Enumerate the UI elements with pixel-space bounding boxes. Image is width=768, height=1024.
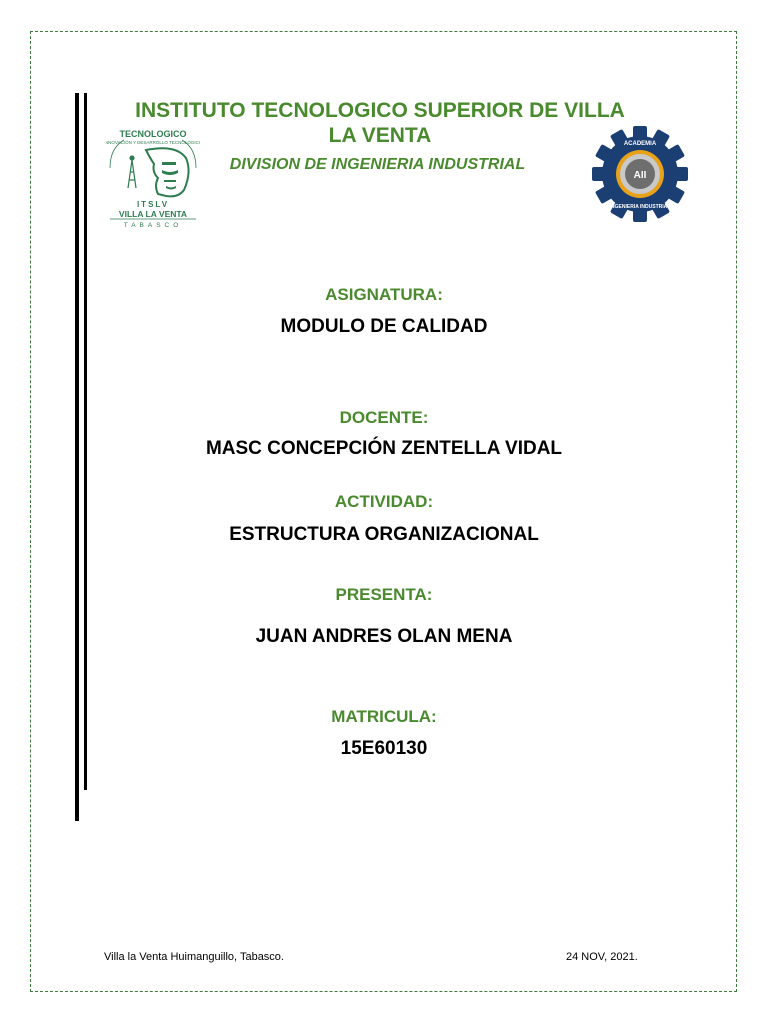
logo-state: TABASCO xyxy=(123,222,183,229)
presenta-value: JUAN ANDRES OLAN MENA xyxy=(255,626,513,647)
asignatura-label: ASIGNATURA: xyxy=(325,285,443,304)
logo-acronym: ITSLV xyxy=(136,200,170,209)
division-subtitle: DIVISION DE INGENIERIA INDUSTRIAL xyxy=(229,156,526,173)
logo-name: VILLA LA VENTA xyxy=(118,209,188,219)
logo-text-arc: INNOVACIÓN Y DESARROLLO TECNOLÓGICO xyxy=(106,140,200,145)
docente-label: DOCENTE: xyxy=(339,408,429,427)
gear-text-bottom: INGENIERIA INDUSTRIAL xyxy=(609,204,671,210)
institute-title: INSTITUTO TECNOLOGICO SUPERIOR DE VILLA LA VENTA xyxy=(135,99,625,147)
presenta-label: PRESENTA: xyxy=(335,585,433,604)
itslv-logo-icon xyxy=(106,128,200,230)
gear-text-top: ACADEMIA xyxy=(623,141,657,147)
actividad-value: ESTRUCTURA ORGANIZACIONAL xyxy=(229,524,539,545)
left-vertical-rule xyxy=(75,93,79,821)
gear-center-text: AII xyxy=(633,170,647,181)
actividad-label: ACTIVIDAD: xyxy=(334,492,434,511)
footer-place: Villa la Venta Huimanguillo, Tabasco. xyxy=(104,951,284,963)
matricula-value: 15E60130 xyxy=(340,738,428,759)
footer-date: 24 NOV, 2021. xyxy=(566,951,638,963)
academia-gear-icon xyxy=(588,124,692,224)
docente-value: MASC CONCEPCIÓN ZENTELLA VIDAL xyxy=(205,438,563,459)
logo-text-top: TECNOLOGICO xyxy=(119,129,187,139)
matricula-label: MATRICULA: xyxy=(331,707,437,726)
asignatura-value: MODULO DE CALIDAD xyxy=(280,316,488,337)
